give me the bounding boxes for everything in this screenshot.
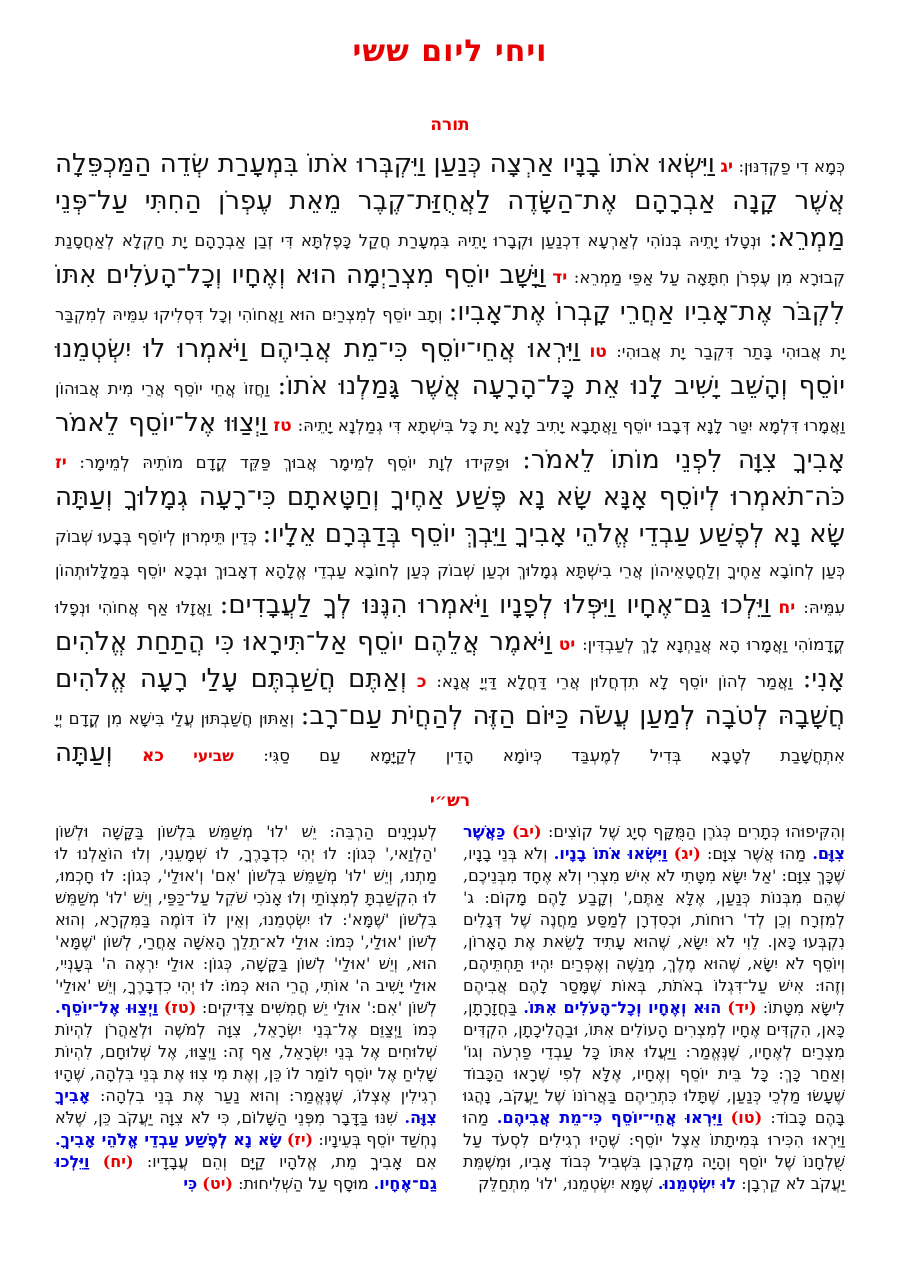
rashi-lead-word: וַיְצַוּוּ אֶל־יוֹסֵף.: [55, 998, 159, 1017]
verse-number: טז: [273, 416, 292, 436]
rashi-commentary-text: וְהִקִּיפוּהוּ כְּתָרִים כְּגֹרֶן הַמֻּקָּף סְיָג שֶׁל קוֹצִים:: [548, 822, 846, 841]
torah-verse-text: וַיְצַוּוּ אֶל־יוֹסֵף לֵאמֹר אָבִיךָ צִוָּה לִפְנֵי מוֹתוֹ לֵאמֹר:: [55, 408, 845, 475]
verse-number: יד: [552, 268, 568, 288]
rashi-verse-ref: (יז): [286, 1130, 314, 1149]
rashi-commentary-text: מַהוּ וַיִּרְאוּ הִכִּירוּ בְּמִיתָתוֹ אֵצֶל יוֹסֵף: שֶׁהָיוּ רְגִילִים לִסְעֹד עַל שֻׁלְחָנוֹ שֶׁל יוֹסֵף וְהָיָה מְקָרְבָן בִּשְׁבִיל כְּבוֹד אָבִיו, וּמִשֶּׁמֵּת יַעֲקֹב לֹא קֵרְבָן:: [463, 1108, 845, 1193]
targum-text: וַאֲמַר לְהוֹן יוֹסֵף לָא תִדְחֲלוּן אֲרֵי דַּחֲלָא דַּיְיָ אֲנָא:: [436, 672, 793, 691]
torah-verse-text: כֹּה־תֹאמְרוּ לְיוֹסֵף אָנָּא שָׂא נָא פֶּשַׁע אַחֶיךָ וְחַטָּאתָם כִּי־רָעָה גְמָלוּךָ וְעַתָּה שָׂא נָא לְפֶשַׁע עַבְדֵי אֱלֹהֵי אָבִיךָ וַיֵּבְךְּ יוֹסֵף בְּדַבְּרָם אֵלָיו:: [55, 482, 845, 549]
rashi-lead-word: כִּי: [183, 1174, 198, 1193]
rashi-verse-ref: (יב): [511, 822, 542, 841]
rashi-column-right: [463, 821, 845, 1195]
targum-text: וַחֲזוֹ אֲחֵי יוֹסֵף אֲרֵי מִית אֲבוּהוֹן וַאֲמָרוּ דִּלְמָא יִטַּר לָנָא דְּבָבוּ יוֹסֵף וַאֲתָבָא יָתִיב לָנָא יָת כָּל בִּישְׁתָא דִּי גְמַלְנָא יָתֵיהּ:: [55, 379, 846, 435]
verse-number: יח: [778, 598, 796, 618]
verse-number: יז: [55, 453, 67, 473]
torah-verse-text: וַיֹּאמֶר אֲלֵהֶם יוֹסֵף אַל־תִּירָאוּ כִּי הֲתַחַת אֱלֹהִים אָנִי:: [55, 627, 846, 694]
targum-text: וּנְטָלוּ יָתֵיהּ בְּנוֹהִי לְאַרְעָא דִכְנַעַן וּקְבָרוּ יָתֵיהּ בִּמְעָרַת חֲקַל כָּפֶלְתָּא דִּי זְבַן אַבְרָהָם יָת חַקְלָא לְאַחֲסָנַת קְבוּרָא מִן עֶפְרֹן חִתָּאָה עַל אַפֵּי מַמְרֵא:: [55, 231, 846, 287]
rashi-commentary: [55, 821, 845, 1195]
rashi-lead-word: שָׂא נָא לְפֶשַׁע עַבְדֵי אֱלֹהֵי אָבִיךָ.: [55, 1130, 282, 1149]
rashi-commentary-text: לְעִנְיָנִים הַרְבֵּה: יֵשׁ 'לוּ' מְשַׁמֵּשׁ בִּלְשׁוֹן בַּקָּשָׁה וּלְשׁוֹן 'הַלְוַאי,' כְּגוֹן: לוּ יְהִי כִדְבָרֶךָ, לוּ שְׁמָעֵנִי, וְלוּ הוֹאַלְנוּ לוּ מַתְנוּ, וְיֵשׁ 'לוּ' מְשַׁמֵּשׁ בִּלְשׁוֹן 'אִם' וְ'אוּלַי', כְּגוֹן: לוּ חָכְמוּ, לוּ הִקְשַׁבְתָּ לְמִצְוֹתַי וְלוּ אָנֹכִי שֹׁקֵל עַל־כַּפַּי, וְיֵשׁ 'לוּ' מְשַׁמֵּשׁ בִּלְשׁוֹן 'שֶׁמָּא': לוּ יִשְׂטְמֵנוּ, וְאֵין לוֹ דּוֹמֶה בַּמִּקְרָא, וְהוּא לְשׁוֹן 'אוּלַי,' כְּמוֹ: אוּלַי לֹא־תֵלֵךְ הָאִשָּׁה אַחֲרַי, לְשׁוֹן 'שֶׁמָּא' הוּא, וְיֵשׁ 'אוּלַי' לְשׁוֹן בַּקָּשָׁה, כְּגוֹן: אוּלַי יִרְאֶה ה' בְּעָנְיִי, אוּלַי יָשִׁיב ה' אוֹתִי, הֲרֵי הוּא כְּמוֹ: לוּ יְהִי כִדְבָרֶךָ, וְיֵשׁ 'אוּלַי' לְשׁוֹן 'אִם:' אוּלַי יֵשׁ חֲמִשִּׁים צַדִּיקִים:: [55, 822, 438, 1017]
torah-verse-text: וַיֵּלְכוּ גַּם־אֶחָיו וַיִּפְּלוּ לְפָנָיו וַיֹּאמְרוּ הִנֶּנּוּ לְךָ לַעֲבָדִים:: [219, 590, 771, 620]
rashi-verse-ref: (טו): [730, 1108, 763, 1127]
rashi-commentary-text: אִם אָבִיךָ מֵת, אֱלֹהָיו קַיָּם וְהֵם עֲבָדָיו:: [146, 1152, 437, 1171]
rashi-section-header: רש״י: [429, 791, 471, 811]
torah-verse-text: וְעַתָּה: [55, 738, 113, 768]
page-title: ויחי ליום ששי: [352, 34, 548, 69]
rashi-lead-word: אָבִיךָ צִוָּה.: [55, 1086, 437, 1127]
rashi-commentary-text: שִׁנּוּ בַּדָּבָר מִפְּנֵי הַשָּׁלוֹם, כִּי לֹא צִוָּה יַעֲקֹב כֵּן, שֶׁלֹּא נֶחְשַׁד יוֹסֵף בְּעֵינָיו:: [55, 1108, 437, 1149]
torah-section-header: תורה: [430, 115, 470, 135]
targum-text: וְתָב יוֹסֵף לְמִצְרַיִם הוּא וַאֲחוֹהִי וְכָל דִּסְלִיקוּ עִמֵּיהּ לְמִקְבַּר יָת אֲבוּהִי בָּתַר דִּקְבַר יָת אֲבוּהִי:: [55, 305, 846, 361]
rashi-commentary-text: כְּמוֹ וַיְצַוֵּם אֶל־בְּנֵי יִשְׂרָאֵל, צִוָּה לְמֹשֶׁה וּלְאַהֲרֹן לִהְיוֹת שְׁלוּחִים אֶל בְּנֵי יִשְׂרָאֵל, אַף זֶה: וַיְצַוּוּ, אֶל שְׁלוּחָם, לִהְיוֹת שָׁלִיחַ אֶל יוֹסֵף לוֹמַר לוֹ כֵּן, וְאֶת מִי צִוּוּ אֶת בְּנֵי בִּלְהָה, שֶׁהָיוּ רְגִילִין אֶצְלוֹ, שֶׁנֶּאֱמַר: וְהוּא נַעַר אֶת בְּנֵי בִלְהָה:: [55, 1020, 437, 1105]
rashi-verse-ref: (יד): [727, 998, 757, 1017]
targum-text: וַאֲזָלוּ אַף אֲחוֹהִי וּנְפָלוּ קֳדָמוֹהִי וַאֲמָרוּ הָא אֲנַחְנָא לָךְ לְעַבְדִּין:: [55, 598, 846, 654]
rashi-lead-word: הוּא וְאֶחָיו וְכָל־הָעֹלִים אִתּוֹ.: [523, 998, 722, 1017]
targum-text: כְּדֵין תֵּימְרוּן לְיוֹסֵף בְּבָעוּ שְׁבוֹק כְּעַן לְחוֹבָא אַחֶיךָ וְלַחֲטָאֵיהוֹן אֲרֵי בִישְׁתָּא גְמָלוּךְ וּכְעַן שְׁבוֹק כְּעַן לְחוֹבָא עַבְדֵי אֱלָהָא דְאָבוּךְ וּבְכָא יוֹסֵף בְּמַלָּלוּתְהוֹן עִמֵּיהּ:: [55, 527, 846, 617]
rashi-commentary-text: מַהוּ אֲשֶׁר צִוָּם:: [707, 844, 807, 863]
torah-verse-text: וַיִּשְׂאוּ אֹתוֹ בָנָיו אַרְצָה כְּנַעַן וַיִּקְבְּרוּ אֹתוֹ בִּמְעָרַת שְׂדֵה הַמַּכְפֵּלָה אֲשֶׁר קָנָה אַבְרָהָם אֶת־הַשָּׂדֶה לַאֲחֻזַּת־קֶבֶר מֵאֵת עֶפְרֹן הַחִתִּי עַל־פְּנֵי מַמְרֵא:: [55, 149, 845, 253]
verse-number: כ: [416, 672, 427, 692]
verse-number: כא: [141, 746, 164, 766]
targum-text: וּפַקִּידוּ לְוָת יוֹסֵף לְמֵימָר אֲבוּךְ פַּקֵּד קֳדָם מוֹתֵיהּ לְמֵימָר:: [79, 453, 510, 472]
rashi-lead-word: כַּאֲשֶׁר צִוָּם.: [463, 822, 845, 863]
rashi-column-left: [55, 821, 437, 1195]
targum-text: כְּמָא דִי פַקְדִנּוּן:: [738, 157, 846, 176]
aliyah-marker: שביעי: [193, 746, 234, 765]
rashi-verse-ref: (יט): [202, 1174, 233, 1193]
rashi-commentary-text: בַּחֲזָרָתָן, כָּאן, הִקְדִּים אֶחָיו לְמִצְרִים הָעוֹלִים אִתּוֹ, וּבַהֲלִיכָתָן, הִקְדִּים מִצְרַיִם לְאֶחָיו, שֶׁנֶּאֱמַר: וַיַּעֲלוּ אִתּוֹ כָּל עַבְדֵי פַרְעֹה וְגוֹ' וְאַחַר כָּךְ: כָּל בֵּית יוֹסֵף וְאֶחָיו, אֶלָּא לְפִי שֶׁרָאוּ הַכָּבוֹד שֶׁעָשׂוּ מַלְכֵי כְּנַעַן, שֶׁתָּלוּ כִּתְרֵיהֶם בַּאֲרוֹנוֹ שֶׁל יַעֲקֹב, נָהֲגוּ בָּהֶם כָּבוֹד:: [463, 998, 846, 1127]
torah-verse-text: וַיָּשָׁב יוֹסֵף מִצְרַיְמָה הוּא וְאֶחָיו וְכָל־הָעֹלִים אִתּוֹ לִקְבֹּר אֶת־אָבִיו אַחֲרֵי קָבְרוֹ אֶת־אָבִיו:: [55, 260, 845, 327]
rashi-lead-word: וַיִּרְאוּ אֲחֵי־יוֹסֵף כִּי־מֵת אֲבִיהֶם.: [496, 1108, 723, 1127]
torah-verse-text: וַיִּרְאוּ אֲחֵי־יוֹסֵף כִּי־מֵת אֲבִיהֶם וַיֹּאמְרוּ לוּ יִשְׂטְמֵנוּ יוֹסֵף וְהָשֵׁב יָשִׁיב לָנוּ אֵת כָּל־הָרָעָה אֲשֶׁר גָּמַלְנוּ אֹתוֹ:: [55, 334, 846, 401]
targum-text: וְאַתּוּן חֲשַׁבְתּוּן עֲלַי בִּישָׁא מִן קֳדָם יְיָ אִתְחֲשָׁבַת לְטָבָא בְּדִיל לְמֶעְבַּד כְּיוֹמָא הָדֵין לְקַיָּמָא עַם סַגִּי:: [55, 709, 846, 765]
rashi-verse-ref: (יג): [673, 844, 701, 863]
rashi-commentary-text: וְלֹא בְּנֵי בָנָיו, שֶׁכָּךְ צִוָּם: 'אַל יִשָּׂא מִטָּתִי לֹא אִישׁ מִצְרִי וְלֹא אֶחָד מִבְּנֵיכֶם, שֶׁהֵם מִבְּנוֹת כְּנַעַן, אֶלָּא אַתֶּם,' וְקָבַע לָהֶם מָקוֹם: ג' לְמִזְרָח וְכֵן לְד' רוּחוֹת, וּכְסִדְרָן לְמַסַּע מַחֲנֶה שֶׁל דְּגָלִים נִקְבְּעוּ כָּאן. לֵוִי לֹא יִשָּׂא, שֶׁהוּא עָתִיד לָשֵׂאת אֶת הָאָרוֹן, וְיוֹסֵף לֹא יִשָּׂא, שֶׁהוּא מֶלֶךְ, מְנַשֶּׁה וְאֶפְרַיִם יִהְיוּ תַּחְתֵּיהֶם, וְזֶהוּ: אִישׁ עַל־דִּגְלוֹ בְאֹתֹת, בְּאוֹת שֶׁמָּסַר לָהֶם אֲבִיהֶם לִישָּׂא מִטָּתוֹ:: [463, 844, 845, 1017]
rashi-commentary-text: שֶׁמָּא יִשְׂטְמֵנוּ, 'לוּ' מִתְחַלֵּק: [478, 1174, 653, 1193]
rashi-verse-ref: (טז): [163, 998, 197, 1017]
rashi-lead-word: לוּ יִשְׂטְמֵנוּ.: [657, 1174, 737, 1193]
rashi-lead-word: וַיֵּלְכוּ גַם־אֶחָיו.: [55, 1152, 437, 1193]
verse-number: טו: [589, 342, 607, 362]
verse-number: יג: [720, 157, 733, 177]
verse-number: יט: [558, 635, 576, 655]
torah-verse-text: וְאַתֶּם חֲשַׁבְתֶּם עָלַי רָעָה אֱלֹהִים חֲשָׁבָהּ לְטֹבָה לְמַעַן עֲשֹׂה כַּיּוֹם הַזֶּה לְהַחֲיֹת עַם־רָב:: [55, 664, 846, 731]
torah-text-block: [55, 147, 845, 773]
rashi-verse-ref: (יח): [102, 1152, 134, 1171]
rashi-lead-word: וַיִּשְׂאוּ אֹתוֹ בָנָיו.: [553, 844, 668, 863]
rashi-commentary-text: מוּסָף עַל הַשְּׁלִיחוּת:: [238, 1174, 369, 1193]
